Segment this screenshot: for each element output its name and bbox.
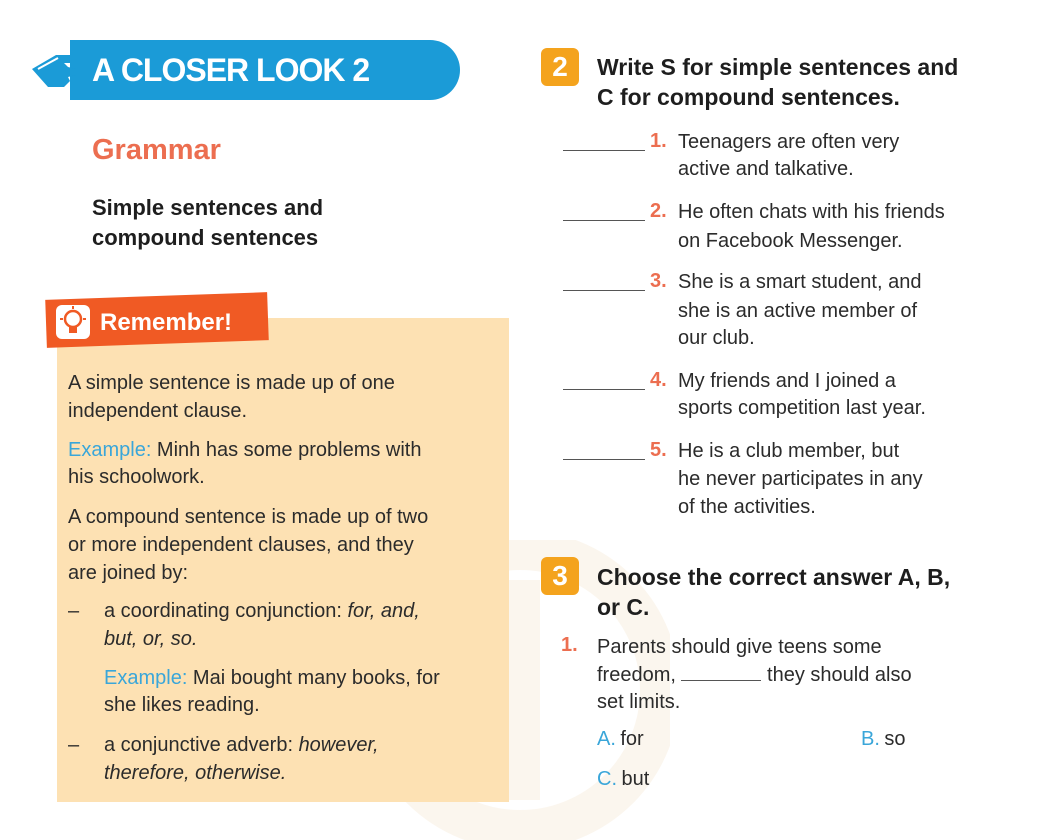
item1-line1: Teenagers are often very bbox=[678, 131, 900, 153]
option-text: for bbox=[620, 728, 644, 750]
remember-compound-line3: are joined by: bbox=[68, 562, 189, 584]
answer-blank-1[interactable] bbox=[563, 150, 645, 151]
bullet2-adverbs-2: therefore, otherwise. bbox=[104, 762, 287, 784]
item3-line1: She is a smart student, and bbox=[678, 271, 922, 293]
answer-blank-4[interactable] bbox=[563, 389, 645, 390]
answer-blank-5[interactable] bbox=[563, 459, 645, 460]
question1-line2 bbox=[597, 661, 912, 689]
exercise3-title-line2: or C. bbox=[597, 594, 650, 620]
option-text: so bbox=[884, 728, 906, 750]
item4-line2: sports competition last year. bbox=[678, 397, 926, 419]
remember-example1-line2: his schoolwork. bbox=[68, 466, 205, 488]
question-number: 1. bbox=[561, 634, 578, 656]
option-b[interactable] bbox=[861, 728, 905, 751]
example-label: Example: bbox=[104, 667, 188, 689]
item1-line2: active and talkative. bbox=[678, 158, 854, 180]
bullet1-line1 bbox=[104, 597, 420, 625]
item-number: 3. bbox=[650, 270, 667, 292]
grammar-subheading-line1: Simple sentences and bbox=[92, 195, 324, 220]
item-number: 5. bbox=[650, 439, 667, 461]
bullet1-prefix: a coordinating conjunction: bbox=[104, 600, 348, 622]
example2-text: Mai bought many books, for bbox=[187, 667, 440, 689]
item-number: 1. bbox=[650, 130, 667, 152]
remember-example2-line1 bbox=[104, 664, 440, 692]
bullet2-prefix: a conjunctive adverb: bbox=[104, 734, 299, 756]
grammar-heading: Grammar bbox=[92, 134, 221, 166]
bullet2-adverbs: however, bbox=[298, 734, 379, 756]
exercise2-title-line2: C for compound sentences. bbox=[597, 84, 900, 110]
item4-line1: My friends and I joined a bbox=[678, 370, 896, 392]
exercise3-number-badge: 3 bbox=[541, 557, 579, 595]
option-text: but bbox=[621, 768, 650, 790]
item2-line1: He often chats with his friends bbox=[678, 201, 945, 223]
item5-line1: He is a club member, but bbox=[678, 440, 900, 462]
answer-blank-3[interactable] bbox=[563, 290, 645, 291]
remember-compound-line2: or more independent clauses, and they bbox=[68, 534, 414, 556]
remember-label: Remember! bbox=[100, 309, 233, 336]
question1-line1: Parents should give teens some bbox=[597, 636, 882, 658]
exercise3-title-line1: Choose the correct answer A, B, bbox=[597, 564, 951, 590]
remember-example1-line1 bbox=[68, 436, 421, 464]
item-number: 2. bbox=[650, 200, 667, 222]
option-c[interactable] bbox=[597, 768, 649, 791]
remember-example2-line2: she likes reading. bbox=[104, 694, 260, 716]
item3-line3: our club. bbox=[678, 327, 755, 349]
grammar-subheading-line2: compound sentences bbox=[92, 225, 319, 250]
bullet1-conjunctions-2: but, or, so. bbox=[104, 628, 198, 650]
page-title: A CLOSER LOOK 2 bbox=[92, 52, 370, 88]
answer-blank-2[interactable] bbox=[563, 220, 645, 221]
remember-simple-line2: independent clause. bbox=[68, 400, 248, 422]
item-number: 4. bbox=[650, 369, 667, 391]
remember-simple-line1: A simple sentence is made up of one bbox=[68, 372, 395, 394]
item5-line3: of the activities. bbox=[678, 496, 816, 518]
question1-line3: set limits. bbox=[597, 691, 681, 713]
pointing-hand-icon bbox=[28, 47, 88, 93]
example-label: Example: bbox=[68, 439, 152, 461]
lightbulb-icon bbox=[55, 304, 91, 340]
bullet2-line2 bbox=[104, 759, 286, 787]
exercise2-title-line1: Write S for simple sentences and bbox=[597, 54, 959, 80]
bullet1-line2 bbox=[104, 625, 197, 653]
item5-line2: he never participates in any bbox=[678, 468, 923, 490]
question1-blank[interactable] bbox=[681, 664, 761, 681]
exercise2-number-badge: 2 bbox=[541, 48, 579, 86]
option-letter: C. bbox=[597, 768, 617, 790]
grammar-subheading bbox=[92, 193, 412, 253]
bullet-dash-2: – bbox=[68, 734, 80, 756]
option-a[interactable] bbox=[597, 728, 644, 751]
bullet-dash-1: – bbox=[68, 600, 80, 622]
bullet2-line1 bbox=[104, 731, 379, 759]
item3-line2: she is an active member of bbox=[678, 300, 917, 322]
item2-line2: on Facebook Messenger. bbox=[678, 230, 903, 252]
question1-after-blank: they should also bbox=[761, 664, 912, 686]
option-letter: B. bbox=[861, 728, 880, 750]
example1-text: Minh has some problems with bbox=[151, 439, 422, 461]
remember-compound-line1: A compound sentence is made up of two bbox=[68, 506, 429, 528]
question1-before-blank: freedom, bbox=[597, 664, 682, 686]
option-letter: A. bbox=[597, 728, 616, 750]
bullet1-conjunctions: for, and, bbox=[347, 600, 420, 622]
